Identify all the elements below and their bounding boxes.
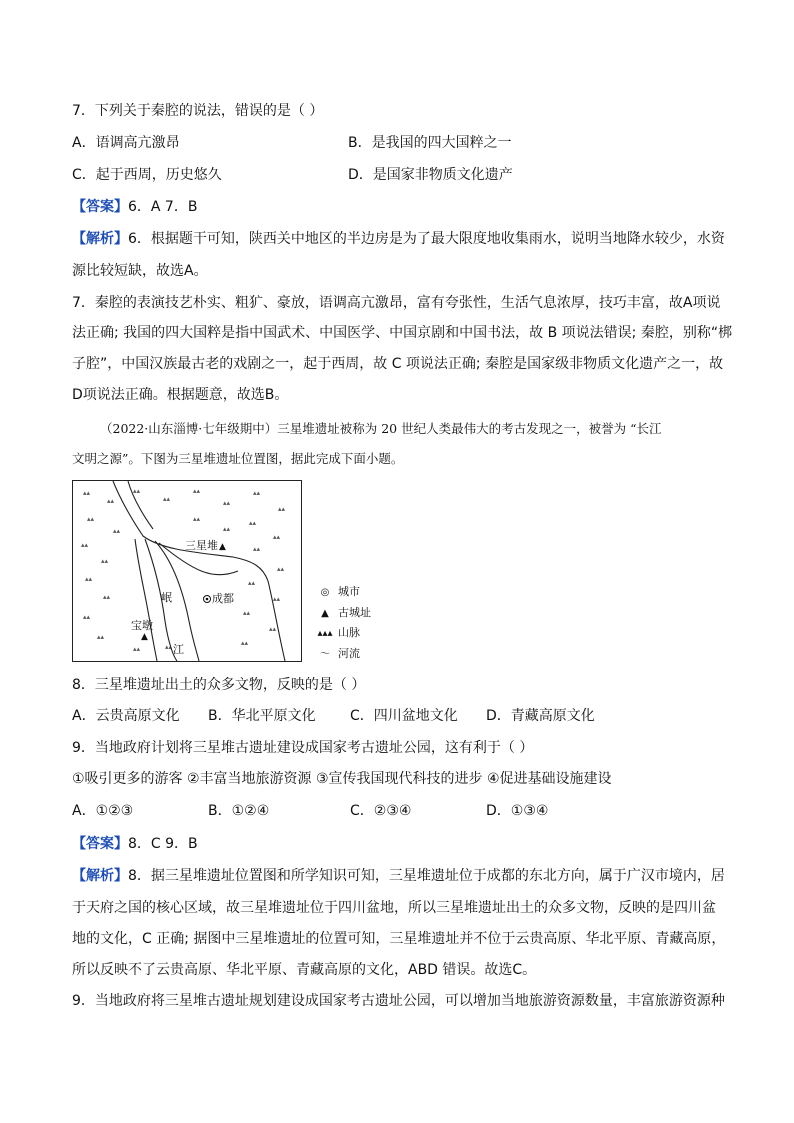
- svg-text:▴▴: ▴▴: [277, 565, 285, 573]
- svg-text:▴▴: ▴▴: [278, 505, 286, 513]
- q9-option-d: D．①③④: [486, 803, 549, 819]
- analysis-line: 子腔”，中国汉族最古老的戏剧之一，起于西周，故 C 项说法正确; 秦腔是国家级非物质文化遗产之一，故: [72, 356, 724, 372]
- legend-item-city: ◎ 城市: [312, 582, 371, 603]
- mountain-icon: ▴▴▴: [317, 628, 333, 639]
- q8-option-d: D．青藏高原文化: [486, 708, 595, 724]
- svg-text:▴▴: ▴▴: [243, 609, 251, 617]
- analysis-line: 所以反映不了云贵高原、华北平原、青藏高原的文化，ABD 错误。故选C。: [72, 962, 537, 978]
- q7-option-a: A．语调高亢激昂: [72, 135, 180, 151]
- chengdu-label: 成都: [212, 592, 234, 605]
- q8-option-c: C．四川盆地文化: [350, 708, 458, 724]
- map-svg: [73, 481, 301, 661]
- intro-line-1: （2022·山东淄博·七年级期中）三星堆遗址被称为 20 世纪人类最伟大的考古发现之一，被誉为 “长江: [100, 421, 662, 436]
- legend-item-mountain: ▴▴▴ 山脉: [312, 623, 371, 644]
- intro-line-2: 文明之源”。下图为三星堆遗址位置图，据此完成下面小题。: [72, 451, 404, 466]
- analysis-line: 9．当地政府将三星堆古遗址规划建设成国家考古遗址公园，可以增加当地旅游资源数量，丰富旅游资源种: [72, 993, 725, 1009]
- q7-option-d: D．是国家非物质文化遗产: [348, 167, 513, 183]
- analysis-block-1: [72, 229, 725, 249]
- river-icon: 〜: [320, 648, 330, 660]
- svg-text:▴▴: ▴▴: [248, 579, 256, 587]
- q9-option-c: C．②③④: [350, 803, 412, 819]
- q9-options: [72, 801, 548, 821]
- svg-text:▴▴: ▴▴: [163, 495, 171, 503]
- svg-text:▴▴: ▴▴: [113, 527, 121, 535]
- legend-item-river: 〜 河流: [312, 644, 371, 665]
- q7-stem: 7．下列关于秦腔的说法，错误的是（ ）: [72, 103, 324, 119]
- analysis-line: 地的文化，C 正确; 据图中三星堆遗址的位置可知，三星堆遗址并不位于云贵高原、华北平原、青藏高原，: [72, 931, 726, 947]
- analysis-tag: 【解析】: [72, 868, 128, 884]
- ancient-city-icon: ▲: [321, 607, 329, 619]
- svg-text:▴▴: ▴▴: [193, 487, 201, 495]
- ancient-city-marker: ▲: [219, 542, 226, 552]
- q9-option-b: B．①②④: [208, 803, 270, 819]
- svg-text:▴▴: ▴▴: [273, 595, 281, 603]
- jiang-label: 江: [173, 643, 184, 656]
- svg-text:▴▴: ▴▴: [103, 593, 111, 601]
- svg-text:▴▴: ▴▴: [107, 497, 115, 505]
- analysis-line: 8．据三星堆遗址位置图和所学知识可知，三星堆遗址位于成都的东北方向，属于广汉市境内，居: [128, 868, 725, 884]
- chengdu-marker-dot: [206, 598, 209, 601]
- svg-text:▴▴: ▴▴: [241, 639, 249, 647]
- answer-text: 6．A 7．B: [128, 199, 198, 215]
- analysis-tag: 【解析】: [72, 231, 128, 247]
- map-legend: [312, 582, 371, 664]
- q9-option-a: A．①②③: [72, 803, 134, 819]
- svg-text:▴▴: ▴▴: [223, 525, 231, 533]
- answer-block-2: [72, 834, 198, 854]
- legend-item-ancient-city: ▲ 古城址: [312, 603, 371, 624]
- answer-tag: 【答案】: [72, 199, 128, 215]
- svg-text:▴▴: ▴▴: [101, 557, 109, 565]
- svg-text:▴▴: ▴▴: [83, 489, 91, 497]
- svg-text:▴▴: ▴▴: [223, 499, 231, 507]
- sanxingdui-location-map: [72, 480, 302, 662]
- svg-text:▴▴: ▴▴: [269, 625, 277, 633]
- svg-text:▴▴: ▴▴: [193, 515, 201, 523]
- answer-text: 8．C 9．B: [128, 836, 198, 852]
- svg-text:▴▴: ▴▴: [85, 575, 93, 583]
- q9-items: ①吸引更多的游客 ②丰富当地旅游资源 ③宣传我国现代科技的进步 ④促进基础设施建设: [72, 771, 612, 787]
- q7-option-c: C．起于西周，历史悠久: [72, 167, 222, 183]
- svg-text:▴▴: ▴▴: [253, 489, 261, 497]
- q8-stem: 8．三星堆遗址出土的众多文物，反映的是（ ）: [72, 677, 366, 693]
- analysis-line: 法正确; 我国的四大国粹是指中国武术、中国医学、中国京剧和中国书法，故 B 项说法错误; 秦腔，别称“梆: [72, 325, 733, 341]
- svg-text:▴▴: ▴▴: [253, 545, 261, 553]
- analysis-line: D项说法正确。根据题意，故选B。: [72, 387, 289, 403]
- q8-option-b: B．华北平原文化: [208, 708, 316, 724]
- analysis-block-2: [72, 866, 725, 886]
- q7-option-b: B．是我国的四大国粹之一: [348, 135, 512, 151]
- svg-text:▴▴: ▴▴: [87, 515, 95, 523]
- analysis-line: 7．秦腔的表演技艺朴实、粗犷、豪放，语调高亢激昂，富有夸张性，生活气息浓厚，技巧丰富，故A项说: [72, 295, 721, 311]
- svg-text:▴▴: ▴▴: [133, 645, 141, 653]
- q8-options: [72, 706, 595, 726]
- q9-stem: 9．当地政府计划将三星堆古遗址建设成国家考古遗址公园，这有利于（ ）: [72, 740, 534, 756]
- q8-option-a: A．云贵高原文化: [72, 708, 180, 724]
- answer-tag: 【答案】: [72, 836, 128, 852]
- min-river-label: 岷: [161, 591, 172, 604]
- analysis-line: 6．根据题干可知，陕西关中地区的半边房是为了最大限度地收集雨水，说明当地降水较少，水资: [128, 231, 725, 247]
- sanxingdui-label: 三星堆: [185, 539, 218, 552]
- analysis-line: 于天府之国的核心区域，故三星堆遗址位于四川盆地，所以三星堆遗址出土的众多文物，反映的是四川盆: [72, 900, 716, 916]
- analysis-line: 源比较短缺，故选A。: [72, 263, 208, 279]
- answer-block-1: [72, 197, 197, 217]
- baodun-marker: ▲: [141, 632, 148, 642]
- baodun-label: 宝墩: [131, 619, 153, 632]
- city-icon: ◎: [320, 587, 330, 598]
- svg-text:▴▴: ▴▴: [133, 487, 141, 495]
- svg-text:▴▴: ▴▴: [97, 633, 105, 641]
- svg-text:▴▴: ▴▴: [165, 643, 173, 651]
- svg-text:▴▴: ▴▴: [249, 519, 257, 527]
- svg-text:▴▴: ▴▴: [273, 533, 281, 541]
- river-lines: [113, 481, 285, 661]
- svg-text:▴▴: ▴▴: [83, 613, 91, 621]
- svg-text:▴▴: ▴▴: [81, 541, 89, 549]
- mountain-marks: [81, 487, 286, 653]
